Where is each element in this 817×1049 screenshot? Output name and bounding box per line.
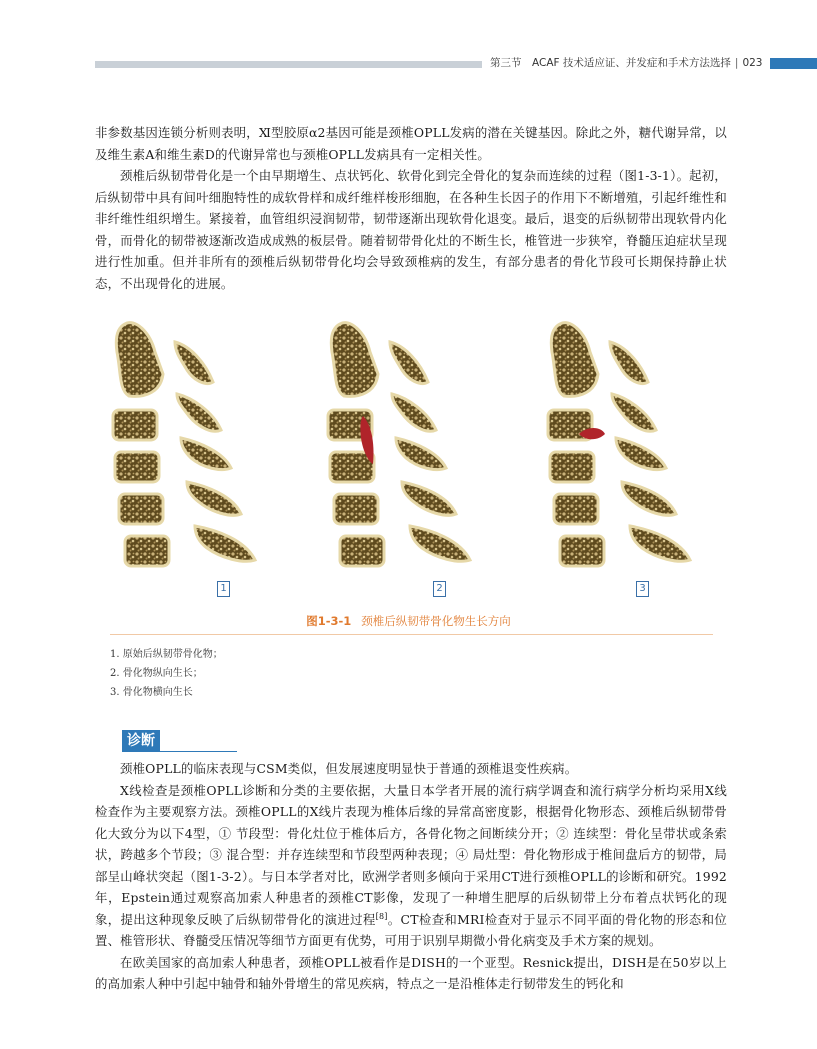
vertebral-body [113,410,157,440]
header-bar-right [770,58,817,69]
panel-label-1: 1 [217,581,230,597]
vertebra-c2 [116,323,163,397]
figure-caption [0,613,817,629]
vertebral-body [119,494,163,524]
posterior-arch [175,342,213,384]
vertebral-body [125,536,169,566]
header-section-title: 第三节 ACAF 技术适应证、并发症和手术方法选择 [490,57,731,69]
legend-item: 2. 骨化物纵向生长； [110,668,203,679]
section-heading [122,730,160,752]
paragraph-dish: 在欧美国家的高加索人种患者，颈椎OPLL被看作是DISH的一个亚型。Resnick提出，DISH是在50岁以上的高加索人种中引起中轴骨和轴外骨增生的常见疾病，特点之一是沿椎体走行韧带发生的钙化和 [95,954,727,991]
section-heading-rule [122,751,237,752]
panel-label-2: 2 [433,581,446,597]
header-separator: | [734,57,739,69]
figure-1-3-1 [95,312,727,612]
posterior-arch [187,482,241,515]
section-heading-label: 诊断 [122,730,160,752]
header-bar-left [95,61,482,68]
paragraph-ossification-process: 颈椎后纵韧带骨化是一个由早期增生、点状钙化、软骨化到完全骨化的复杂而连续的过程（图1-3-1）。起初，后纵韧带中具有间叶细胞特性的成软骨样和成纤维样梭形细胞，在各种生长因子的作用下不断增殖，引起纤维性和非纤维性组织增生。紧接着，血管组织浸润韧带，韧带逐渐出现软骨化退变。最后，退变的后纵韧带出现软骨内化骨，而骨化的韧带被逐渐改造成成熟的板层骨。随着韧带骨化灶的不断生长，椎管进一步狭窄，脊髓压迫症状呈现进行性加重。但并非所有的颈椎后纵韧带骨化均会导致颈椎病的发生，有部分患者的骨化节段可长期保持静止状态，不出现骨化的进展。 [95,168,727,291]
citation-ref: [8] [375,911,388,921]
vertebra-illustration [95,312,727,612]
vertebral-body [115,452,159,482]
posterior-arch [181,438,231,470]
page-number: 023 [742,57,763,69]
posterior-arch [195,526,255,561]
caption-text: 颈椎后纵韧带骨化物生长方向 [361,614,511,628]
spine-column-1 [113,323,255,566]
caption-number: 图1-3-1 [306,614,352,628]
body-text-top [95,122,727,294]
xray-text: X线检查是颈椎OPLL诊断和分类的主要依据，大量日本学者开展的流行病学调查和流行病学分析均采用X线检查作为主要观察方法。颈椎OPLL的X线片表现为椎体后缘的异常高密度影，根据骨化物形态、颈椎后纵韧带骨化大致分为以下4型，① 节段型：骨化灶位于椎体后方，各骨化物之间断续分开；② 连续型：骨化呈带状或条索状，跨越多个节段；③ 混合型：并存连续型和节段型两种表现；④ 局灶型：骨化物形成于椎间盘后方的韧带，局部呈山峰状突起（图1-3-2）。与日本学者对比，欧洲学者则多倾向于采用CT进行颈椎OPLL的诊断和研究。1992年，Epstein通过观察高加索人种患者的颈椎CT影像，发现了一种增生肥厚的后纵韧带上分布着点状钙化的现象，提出这种现象反映了后纵韧带骨化的演进过程 [95,782,727,927]
posterior-arch [177,394,221,431]
legend-item: 3. 骨化物横向生长 [110,687,193,698]
caption-divider [110,634,713,635]
figure-legend [110,645,223,702]
legend-item: 1. 原始后纵韧带骨化物； [110,649,223,660]
panel-label-3: 3 [636,581,649,597]
body-text-bottom [95,758,727,995]
running-header [490,55,762,70]
paragraph-xray [95,780,727,952]
paragraph-genetics: 非参数基因连锁分析则表明，Ⅺ型胶原α2基因可能是颈椎OPLL发病的潜在关键基因。除此之外，糖代谢异常，以及维生素A和维生素D的代谢异常也与颈椎OPLL发病具有一定相关性。 [95,125,727,162]
paragraph-clinical: 颈椎OPLL的临床表现与CSM类似，但发展速度明显快于普通的颈椎退变性疾病。 [120,761,578,776]
xray-text-cont: 。CT检查和MRI检查对于显示不同平面的骨化物的形态和位置、椎管形状、脊髓受压情况等细节方面更有优势，可用于识别早期微小骨化病变及手术方案的规划。 [95,911,727,948]
